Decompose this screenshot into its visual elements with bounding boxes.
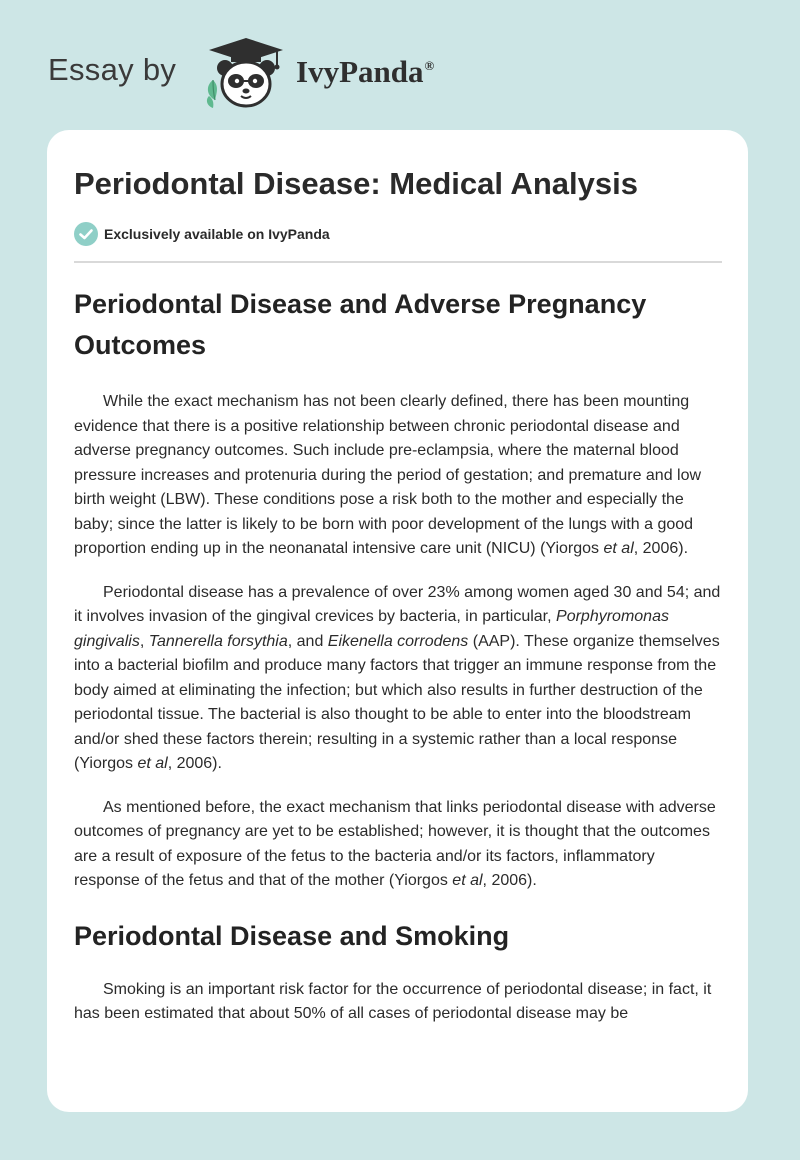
- section-heading-smoking: Periodontal Disease and Smoking: [74, 920, 510, 951]
- ivypanda-logo-icon[interactable]: [203, 36, 289, 110]
- italic-term: Porphyromonas gingivalis: [74, 608, 669, 650]
- section-heading-pregnancy: Periodontal Disease and Adverse Pregnancy Outcomes: [74, 289, 647, 360]
- italic-term: et al: [137, 755, 168, 772]
- italic-term: Tannerella forsythia: [148, 632, 288, 650]
- title-divider: [74, 261, 722, 263]
- essay-card: [47, 130, 748, 1112]
- italic-term: et al: [452, 872, 483, 889]
- essay-body: [74, 284, 724, 1027]
- check-circle-icon: [74, 222, 98, 246]
- ivypanda-wordmark[interactable]: IvyPanda®: [296, 54, 435, 89]
- site-header: [0, 0, 800, 120]
- italic-term: Eikenella corrodens: [327, 632, 469, 650]
- page-title: Periodontal Disease: Medical Analysis: [74, 166, 638, 201]
- paragraph: Smoking is an important risk factor for the occurrence of periodontal disease; in fact, it has been estimated that about 50% of all cases of periodontal disease may be: [74, 980, 712, 1022]
- exclusive-badge-text: Exclusively available on IvyPanda: [104, 226, 330, 242]
- essay-by-label: Essay by: [48, 52, 177, 87]
- paragraph: Periodontal disease has a prevalence of over 23% among women aged 30 and 54; and it involves invasion of the gingival crevices by bacteria, in particular, Porphyromonas gingivalis, Tannerella forsythia, and Eikenella corrodens (AAP). These organize themselves into a bacterial biofilm and produce many factors that trigger an immune response from the body aimed at eliminating the infection; but which also results in further destruction of the periodontal tissue. The bacterial is also thought to be able to enter into the bloodstream and/or shed these factors therein; resulting in a systemic rather than a local response (Yiorgos et al, 2006).: [74, 583, 721, 772]
- paragraph: While the exact mechanism has not been clearly defined, there has been mounting evidence that there is a positive relationship between chronic periodontal disease and adverse pregnancy outcomes. Such include pre-eclampsia, where the maternal blood pressure increases and protenuria during the period of gestation; and premature and low birth weight (LBW). These conditions pose a risk both to the mother and especially the baby; since the latter is likely to be born with poor development of the lungs with a good proportion ending up in the neonanatal intensive care unit (NICU) (Yiorgos et al, 2006).: [74, 393, 702, 557]
- italic-term: et al: [603, 540, 634, 557]
- paragraph: As mentioned before, the exact mechanism that links periodontal disease with adverse outcomes of pregnancy are yet to be established; however, it is thought that the outcomes are a result of exposure of the fetus to the bacteria and/or its factors, inflammatory response of the fetus and that of the mother (Yiorgos et al, 2006).: [74, 798, 716, 889]
- registered-mark: ®: [424, 58, 435, 73]
- exclusive-badge: [74, 222, 330, 246]
